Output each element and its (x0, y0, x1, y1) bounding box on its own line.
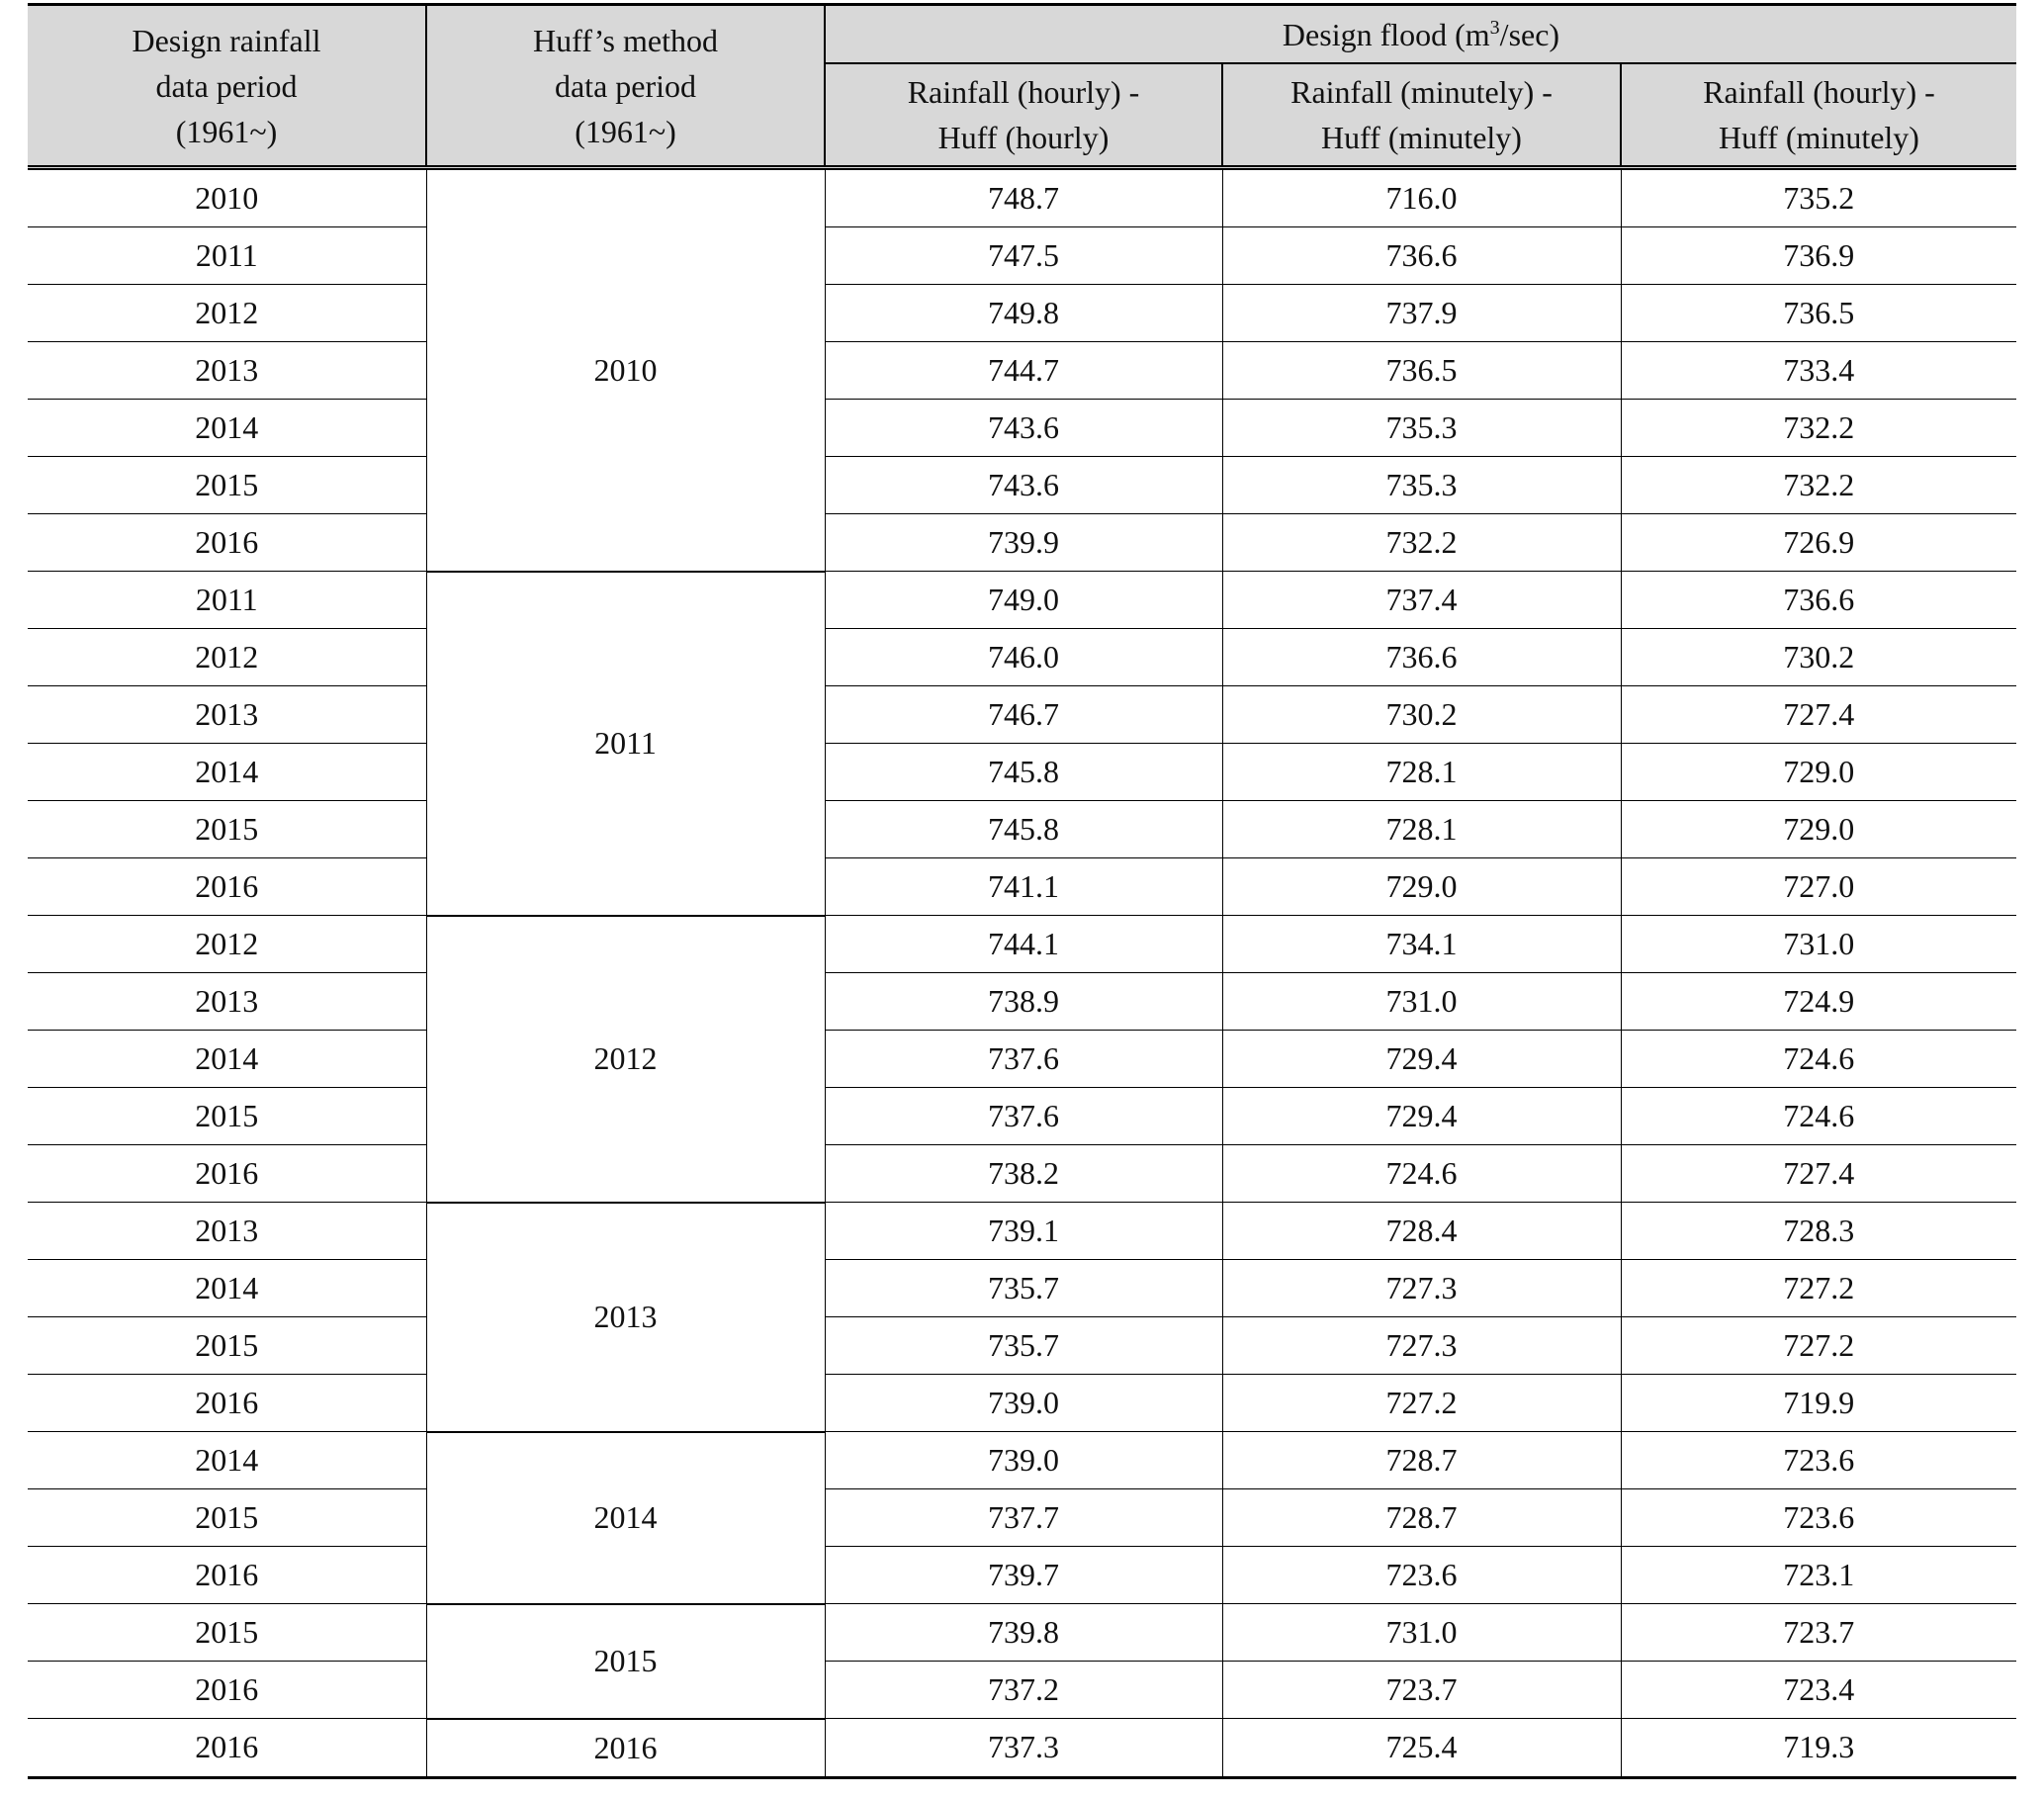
table-row (28, 1489, 2016, 1547)
flood-minutely-minutely-cell: 730.2 (1222, 686, 1621, 744)
flood-minutely-minutely-cell: 728.7 (1222, 1489, 1621, 1547)
flood-minutely-minutely-cell: 737.4 (1222, 572, 1621, 629)
flood-minutely-minutely-cell: 723.7 (1222, 1662, 1621, 1719)
rainfall-period-cell: 2012 (28, 629, 426, 686)
flood-hourly-hourly-cell: 737.2 (825, 1662, 1222, 1719)
flood-hourly-hourly-cell: 745.8 (825, 744, 1222, 801)
table-row (28, 1719, 2016, 1778)
rainfall-period-cell: 2014 (28, 744, 426, 801)
rainfall-period-cell: 2014 (28, 1031, 426, 1088)
huff-period-cell: 2011 (426, 572, 825, 916)
flood-hourly-minutely-cell: 723.1 (1621, 1547, 2016, 1604)
rainfall-period-cell: 2014 (28, 1260, 426, 1317)
table-row (28, 1547, 2016, 1604)
flood-hourly-minutely-cell: 719.9 (1621, 1375, 2016, 1432)
table-row (28, 400, 2016, 457)
table-row (28, 973, 2016, 1031)
flood-hourly-hourly-cell: 735.7 (825, 1317, 1222, 1375)
flood-minutely-minutely-cell: 724.6 (1222, 1145, 1621, 1203)
rainfall-period-cell: 2015 (28, 1088, 426, 1145)
rainfall-period-cell: 2016 (28, 1145, 426, 1203)
flood-minutely-minutely-cell: 735.3 (1222, 457, 1621, 514)
rainfall-period-cell: 2013 (28, 1203, 426, 1260)
flood-hourly-minutely-cell: 723.4 (1621, 1662, 2016, 1719)
flood-hourly-minutely-cell: 723.6 (1621, 1489, 2016, 1547)
flood-hourly-minutely-cell: 727.2 (1621, 1260, 2016, 1317)
flood-hourly-hourly-cell: 748.7 (825, 168, 1222, 227)
flood-hourly-hourly-cell: 737.7 (825, 1489, 1222, 1547)
flood-minutely-minutely-cell: 716.0 (1222, 168, 1621, 227)
flood-hourly-hourly-cell: 746.0 (825, 629, 1222, 686)
rainfall-period-cell: 2012 (28, 285, 426, 342)
flood-hourly-minutely-cell: 728.3 (1621, 1203, 2016, 1260)
rainfall-period-cell: 2015 (28, 457, 426, 514)
flood-hourly-minutely-cell: 724.6 (1621, 1031, 2016, 1088)
flood-hourly-minutely-cell: 732.2 (1621, 457, 2016, 514)
flood-minutely-minutely-cell: 735.3 (1222, 400, 1621, 457)
flood-minutely-minutely-cell: 729.0 (1222, 858, 1621, 916)
table-row (28, 168, 2016, 227)
flood-minutely-minutely-cell: 727.2 (1222, 1375, 1621, 1432)
header-rainfall-minutely-huff-minutely: Rainfall (minutely) - Huff (minutely) (1222, 63, 1621, 168)
flood-minutely-minutely-cell: 731.0 (1222, 1604, 1621, 1662)
header-design-rainfall-period: Design rainfall data period (1961~) (28, 5, 426, 168)
rainfall-period-cell: 2014 (28, 1432, 426, 1489)
flood-minutely-minutely-cell: 725.4 (1222, 1719, 1621, 1778)
flood-minutely-minutely-cell: 728.4 (1222, 1203, 1621, 1260)
rainfall-period-cell: 2013 (28, 342, 426, 400)
rainfall-period-cell: 2016 (28, 1719, 426, 1778)
flood-minutely-minutely-cell: 728.1 (1222, 744, 1621, 801)
flood-hourly-minutely-cell: 727.2 (1621, 1317, 2016, 1375)
table-row (28, 572, 2016, 629)
table-row (28, 629, 2016, 686)
flood-hourly-minutely-cell: 731.0 (1621, 916, 2016, 973)
flood-hourly-hourly-cell: 735.7 (825, 1260, 1222, 1317)
rainfall-period-cell: 2016 (28, 1662, 426, 1719)
flood-hourly-minutely-cell: 733.4 (1621, 342, 2016, 400)
table-row (28, 227, 2016, 285)
flood-hourly-minutely-cell: 719.3 (1621, 1719, 2016, 1778)
table-row (28, 1088, 2016, 1145)
huff-period-cell: 2010 (426, 168, 825, 572)
flood-hourly-minutely-cell: 736.9 (1621, 227, 2016, 285)
rainfall-period-cell: 2015 (28, 1604, 426, 1662)
flood-hourly-hourly-cell: 737.6 (825, 1088, 1222, 1145)
flood-hourly-hourly-cell: 739.1 (825, 1203, 1222, 1260)
flood-hourly-minutely-cell: 730.2 (1621, 629, 2016, 686)
table-row (28, 1203, 2016, 1260)
flood-minutely-minutely-cell: 736.6 (1222, 629, 1621, 686)
huff-period-cell: 2014 (426, 1432, 825, 1604)
flood-hourly-hourly-cell: 737.3 (825, 1719, 1222, 1778)
header-design-flood: Design flood $(m^3/\sec)$ (825, 5, 2016, 64)
header-rainfall-hourly-huff-minutely: Rainfall (hourly) - Huff (minutely) (1621, 63, 2016, 168)
flood-hourly-hourly-cell: 745.8 (825, 801, 1222, 858)
table-row (28, 916, 2016, 973)
flood-hourly-minutely-cell: 723.6 (1621, 1432, 2016, 1489)
flood-hourly-hourly-cell: 739.0 (825, 1375, 1222, 1432)
flood-hourly-minutely-cell: 729.0 (1621, 801, 2016, 858)
flood-minutely-minutely-cell: 728.7 (1222, 1432, 1621, 1489)
flood-minutely-minutely-cell: 728.1 (1222, 801, 1621, 858)
rainfall-period-cell: 2012 (28, 916, 426, 973)
flood-hourly-minutely-cell: 724.6 (1621, 1088, 2016, 1145)
flood-minutely-minutely-cell: 723.6 (1222, 1547, 1621, 1604)
table-row (28, 514, 2016, 572)
header-huff-method-period: Huff’s method data period (1961~) (426, 5, 825, 168)
flood-minutely-minutely-cell: 736.6 (1222, 227, 1621, 285)
rainfall-period-cell: 2016 (28, 514, 426, 572)
flood-hourly-hourly-cell: 739.7 (825, 1547, 1222, 1604)
flood-hourly-hourly-cell: 738.9 (825, 973, 1222, 1031)
flood-hourly-minutely-cell: 727.4 (1621, 1145, 2016, 1203)
table-body (28, 168, 2016, 1778)
flood-minutely-minutely-cell: 737.9 (1222, 285, 1621, 342)
huff-period-cell: 2013 (426, 1203, 825, 1432)
flood-hourly-hourly-cell: 743.6 (825, 400, 1222, 457)
table-row (28, 1260, 2016, 1317)
huff-period-cell: 2012 (426, 916, 825, 1203)
table-row (28, 1604, 2016, 1662)
flood-hourly-hourly-cell: 747.5 (825, 227, 1222, 285)
table-row (28, 1031, 2016, 1088)
huff-period-cell: 2016 (426, 1719, 825, 1778)
flood-hourly-hourly-cell: 737.6 (825, 1031, 1222, 1088)
header-rainfall-hourly-huff-hourly: Rainfall (hourly) - Huff (hourly) (825, 63, 1222, 168)
table-row (28, 457, 2016, 514)
flood-hourly-hourly-cell: 743.6 (825, 457, 1222, 514)
flood-minutely-minutely-cell: 727.3 (1222, 1260, 1621, 1317)
flood-hourly-hourly-cell: 741.1 (825, 858, 1222, 916)
flood-hourly-hourly-cell: 749.0 (825, 572, 1222, 629)
flood-hourly-hourly-cell: 744.1 (825, 916, 1222, 973)
table-row (28, 1375, 2016, 1432)
flood-hourly-minutely-cell: 732.2 (1621, 400, 2016, 457)
table-row (28, 744, 2016, 801)
flood-hourly-minutely-cell: 729.0 (1621, 744, 2016, 801)
flood-hourly-minutely-cell: 736.6 (1621, 572, 2016, 629)
flood-hourly-minutely-cell: 735.2 (1621, 168, 2016, 227)
table-row (28, 858, 2016, 916)
rainfall-period-cell: 2014 (28, 400, 426, 457)
rainfall-period-cell: 2015 (28, 1489, 426, 1547)
flood-minutely-minutely-cell: 732.2 (1222, 514, 1621, 572)
flood-hourly-minutely-cell: 726.9 (1621, 514, 2016, 572)
huff-period-cell: 2015 (426, 1604, 825, 1719)
flood-hourly-hourly-cell: 739.0 (825, 1432, 1222, 1489)
rainfall-period-cell: 2015 (28, 801, 426, 858)
flood-hourly-hourly-cell: 739.8 (825, 1604, 1222, 1662)
rainfall-period-cell: 2016 (28, 1547, 426, 1604)
flood-hourly-hourly-cell: 738.2 (825, 1145, 1222, 1203)
flood-minutely-minutely-cell: 727.3 (1222, 1317, 1621, 1375)
flood-hourly-minutely-cell: 727.0 (1621, 858, 2016, 916)
rainfall-period-cell: 2013 (28, 973, 426, 1031)
flood-hourly-hourly-cell: 746.7 (825, 686, 1222, 744)
flood-hourly-hourly-cell: 744.7 (825, 342, 1222, 400)
flood-minutely-minutely-cell: 729.4 (1222, 1088, 1621, 1145)
table-row (28, 285, 2016, 342)
table-header (28, 5, 2016, 168)
flood-hourly-minutely-cell: 723.7 (1621, 1604, 2016, 1662)
rainfall-period-cell: 2013 (28, 686, 426, 744)
flood-hourly-minutely-cell: 736.5 (1621, 285, 2016, 342)
rainfall-period-cell: 2016 (28, 1375, 426, 1432)
table-row (28, 1662, 2016, 1719)
flood-hourly-hourly-cell: 749.8 (825, 285, 1222, 342)
table-row (28, 686, 2016, 744)
flood-minutely-minutely-cell: 729.4 (1222, 1031, 1621, 1088)
rainfall-period-cell: 2016 (28, 858, 426, 916)
design-flood-table (28, 3, 2016, 1779)
table-row (28, 801, 2016, 858)
table-row (28, 1317, 2016, 1375)
rainfall-period-cell: 2010 (28, 168, 426, 227)
table-row (28, 1432, 2016, 1489)
flood-minutely-minutely-cell: 731.0 (1222, 973, 1621, 1031)
flood-minutely-minutely-cell: 736.5 (1222, 342, 1621, 400)
flood-hourly-minutely-cell: 727.4 (1621, 686, 2016, 744)
flood-hourly-minutely-cell: 724.9 (1621, 973, 2016, 1031)
table-row (28, 1145, 2016, 1203)
table-row (28, 342, 2016, 400)
flood-hourly-hourly-cell: 739.9 (825, 514, 1222, 572)
rainfall-period-cell: 2011 (28, 227, 426, 285)
rainfall-period-cell: 2015 (28, 1317, 426, 1375)
rainfall-period-cell: 2011 (28, 572, 426, 629)
flood-minutely-minutely-cell: 734.1 (1222, 916, 1621, 973)
